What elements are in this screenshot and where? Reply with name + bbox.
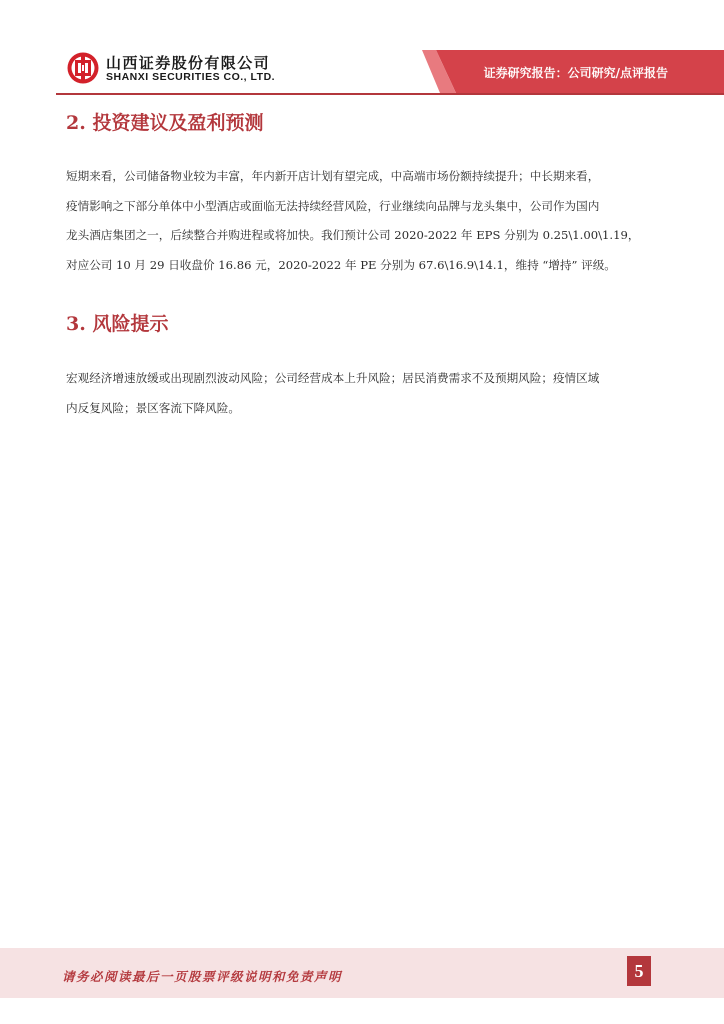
company-name-cn: 山西证券股份有限公司 (106, 54, 271, 72)
paragraph-line: 龙头酒店集团之一，后续整合并购进程或将加快。我们预计公司 2020-2022 年 EPS 分别为 0.25\1.00\1.19， (66, 228, 640, 242)
footer-disclaimer: 请务必阅读最后一页股票评级说明和免责声明 (62, 969, 343, 984)
shanxi-securities-logo-icon (66, 51, 100, 85)
paragraph-line: 对应公司 10 月 29 日收盘价 16.86 元，2020-2022 年 PE 分别为 67.6\16.9\14.1，维持 “增持” 评级。 (66, 257, 616, 272)
section-heading-risk: 3. 风险提示 (66, 313, 169, 335)
paragraph-line: 宏观经济增速放缓或出现剧烈波动风险；公司经营成本上升风险；居民消费需求不及预期风险；疫情区域 (66, 371, 600, 385)
paragraph-line: 内反复风险；景区客流下降风险。 (66, 400, 240, 415)
paragraph-line: 短期来看，公司储备物业较为丰富，年内新开店计划有望完成，中高端市场份额持续提升；中长期来看， (66, 169, 600, 183)
page-header (0, 0, 724, 96)
header-divider (56, 93, 724, 95)
investment-paragraph (66, 162, 658, 280)
paragraph-line: 疫情影响之下部分单体中小型酒店或面临无法持续经营风险，行业继续向品牌与龙头集中，公司作为国内 (66, 198, 600, 213)
section-heading-investment: 2. 投资建议及盈利预测 (66, 112, 264, 134)
company-name-en: SHANXI SECURITIES CO., LTD. (106, 71, 276, 83)
report-type-label: 证券研究报告：公司研究/点评报告 (483, 66, 668, 80)
risk-paragraph (66, 364, 658, 423)
page-number: 5 (627, 956, 651, 986)
